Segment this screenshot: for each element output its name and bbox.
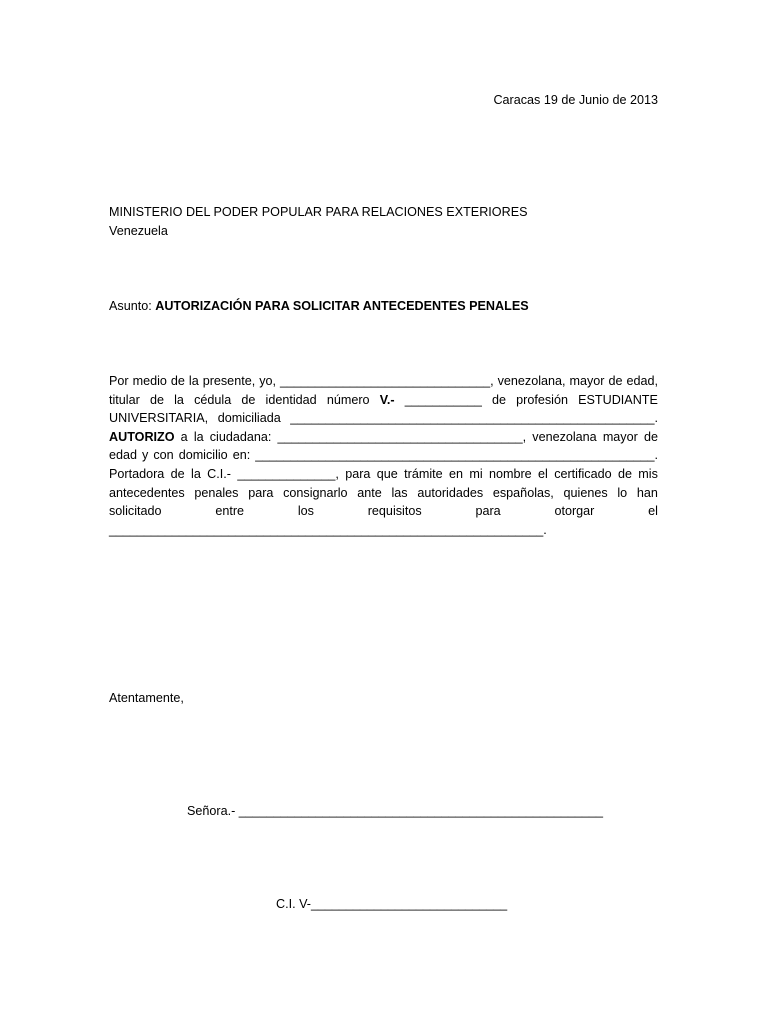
body-word: el (538, 466, 548, 481)
body-word: lo (617, 485, 628, 500)
date-line: Caracas 19 de Junio de 2013 (493, 93, 658, 107)
body-word: de (241, 392, 256, 407)
body-word: ESTUDIANTE (578, 392, 658, 407)
body-word: otorgar (554, 504, 595, 519)
body-word: AUTORIZO (109, 429, 175, 444)
body-word: venezolana (532, 429, 597, 444)
body-word: la (191, 466, 201, 481)
body-word: Portadora (109, 466, 165, 481)
body-word: las (391, 485, 408, 500)
signature-line: Señora.- ____________________________________________________ (187, 804, 604, 818)
body-word: C.I.- (207, 466, 231, 481)
body-word: de (608, 374, 623, 388)
body-word: españolas, (492, 485, 554, 500)
body-word: ante (357, 485, 382, 500)
body-word: han (636, 485, 658, 500)
body-word: edad, (626, 374, 658, 388)
body-word: que (376, 466, 398, 481)
body-word: la (188, 374, 199, 388)
body-word: los (297, 504, 314, 519)
body-word: titular (109, 392, 140, 407)
body-word: de (170, 466, 185, 481)
body-line-7 (109, 484, 658, 503)
body-word: presente, (202, 374, 256, 388)
body-word: solicitado (109, 504, 162, 519)
subject-title: AUTORIZACIÓN PARA SOLICITAR ANTECEDENTES PENALES (155, 299, 529, 313)
body-word: profesión (516, 392, 568, 407)
body-word: de (149, 392, 164, 407)
body-word: domicilio (178, 448, 228, 463)
body-word: antecedentes (109, 485, 185, 500)
body-word: de (491, 392, 506, 407)
recipient-country: Venezuela (109, 224, 168, 238)
name-blank: ______________________________, (279, 374, 494, 388)
subject-line (109, 297, 529, 315)
body-word: el (648, 504, 658, 519)
body-word: cédula (194, 392, 232, 407)
body-word: venezolana, (497, 374, 566, 388)
body-word: para (248, 485, 274, 500)
body-line-4 (109, 428, 658, 447)
body-word: certificado (554, 466, 612, 481)
body-word: quienes (563, 485, 608, 500)
body-word: en: (232, 448, 251, 463)
body-word: nombre (488, 466, 532, 481)
body-word: Por (109, 374, 129, 388)
body-line-9 (109, 521, 658, 540)
domicile-blank: _________________________________________________________. (255, 448, 658, 463)
body-word: mis (638, 466, 658, 481)
body-word: yo, (259, 374, 276, 388)
body-word: V.- (379, 392, 395, 407)
body-word: identidad (265, 392, 317, 407)
body-line-6 (109, 465, 658, 484)
body-word: de (643, 429, 658, 444)
body-word: en (448, 466, 463, 481)
id-blank: ___________ (404, 392, 482, 407)
body-word: consignarlo (283, 485, 348, 500)
body-word: ciudadana: (209, 429, 272, 444)
body-line-3 (109, 409, 658, 428)
citizen-blank: ___________________________________, (277, 429, 527, 444)
body-word: para (345, 466, 371, 481)
body-line-1 (109, 372, 658, 391)
body-word: penales (194, 485, 239, 500)
body-line-2 (109, 391, 658, 410)
body-line-8 (109, 502, 658, 521)
closing: Atentamente, (109, 691, 184, 705)
purpose-blank: ______________________________________________________________. (109, 522, 547, 537)
body-word: número (326, 392, 370, 407)
body-line-5 (109, 446, 658, 465)
body-word: entre (215, 504, 245, 519)
body-word: con (153, 448, 174, 463)
ci-blank: ______________, (237, 466, 339, 481)
body-word: de (617, 466, 632, 481)
body-word: mayor (569, 374, 605, 388)
body-word: la (174, 392, 184, 407)
body-word: para (475, 504, 501, 519)
body-word: a (180, 429, 188, 444)
body-word: de (170, 374, 185, 388)
body-word: domiciliada (217, 411, 281, 426)
body-word: trámite (404, 466, 443, 481)
body-word: autoridades (417, 485, 484, 500)
subject-label: Asunto: (109, 299, 152, 313)
address-blank: ____________________________________________________. (290, 411, 658, 426)
body-word: mayor (602, 429, 638, 444)
recipient-organization: MINISTERIO DEL PODER POPULAR PARA RELACIONES EXTERIORES (109, 205, 528, 219)
body-word: la (193, 429, 204, 444)
authorization-body (109, 372, 658, 539)
body-word: UNIVERSITARIA, (109, 411, 209, 426)
body-word: requisitos (367, 504, 422, 519)
body-word: mi (469, 466, 483, 481)
body-word: medio (132, 374, 167, 388)
ci-line: C.I. V-____________________________ (276, 897, 508, 911)
body-word: edad (109, 448, 138, 463)
body-word: y (142, 448, 149, 463)
